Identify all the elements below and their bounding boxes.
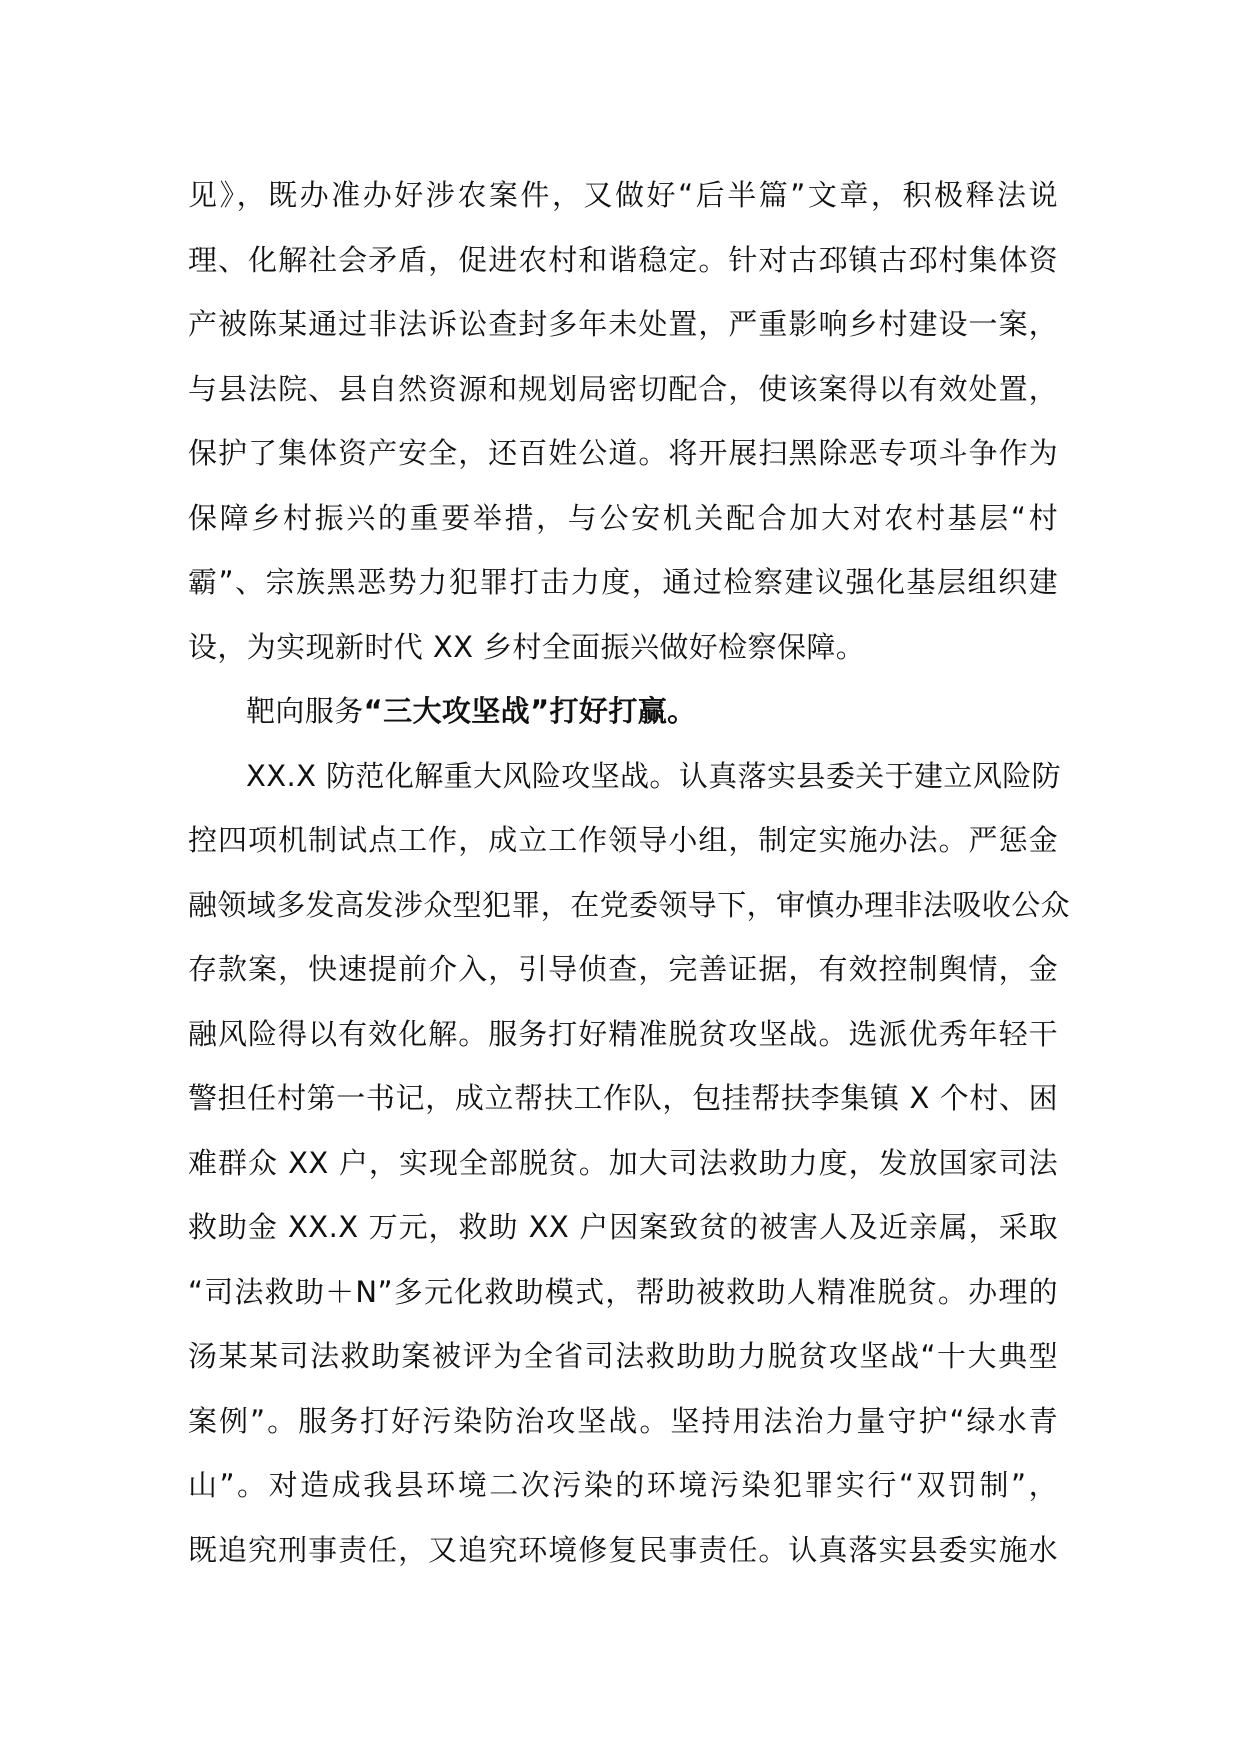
heading-bold-text: “三大攻坚战”打好打赢。 (363, 694, 697, 728)
paragraph-three-battles (188, 744, 1071, 1583)
text-line: 融领域多发高发涉众型犯罪，在党委领导下，审慎办理非法吸收公众 (188, 887, 1071, 922)
text-line: 警担任村第一书记，成立帮扶工作队，包挂帮扶李集镇 X 个村、困 (188, 1081, 1058, 1115)
text-line: 与县法院、县自然资源和规划局密切配合，使该案得以有效处置， (188, 371, 1058, 406)
text-line: 霸”、宗族黑恶势力犯罪打击力度，通过检察建议强化基层组织建 (188, 565, 1058, 599)
text-line: 存款案，快速提前介入，引导侦查，完善证据，有效控制舆情，金 (188, 952, 1058, 986)
text-line: 汤某某司法救助案被评为全省司法救助助力脱贫攻坚战“十大典型 (188, 1339, 1058, 1373)
text-line: XX.X 防范化解重大风险攻坚战。认真落实县委关于建立风险防 (246, 758, 1062, 793)
text-line: 控四项机制试点工作，成立工作领导小组，制定实施办法。严惩金 (188, 823, 1058, 857)
text-line: 产被陈某通过非法诉讼查封多年未处置，严重影响乡村建设一案， (188, 307, 1058, 341)
text-line: 山”。对造成我县环境二次污染的环境污染犯罪实行“双罚制”， (188, 1468, 1058, 1502)
text-line: 案例”。服务打好污染防治攻坚战。坚持用法治力量守护“绿水青 (188, 1403, 1058, 1438)
text-line: 设，为实现新时代 XX 乡村全面振兴做好检察保障。 (188, 629, 866, 664)
text-line: 难群众 XX 户，实现全部脱贫。加大司法救助力度，发放国家司法 (188, 1145, 1058, 1180)
text-line: 见》，既办准办好涉农案件，又做好“后半篇”文章，积极释法说 (188, 178, 1058, 212)
text-line: 理、化解社会矛盾，促进农村和谐稳定。针对古邳镇古邳村集体资 (188, 242, 1058, 277)
heading-prefix: 靶向服务 (246, 694, 364, 728)
text-line: 保障乡村振兴的重要举措，与公安机关配合加大对农村基层“村 (188, 500, 1058, 535)
text-line: 保护了集体资产安全，还百姓公道。将开展扫黑除恶专项斗争作为 (188, 436, 1058, 470)
section-heading (188, 679, 1058, 744)
text-line: “司法救助＋N”多元化救助模式，帮助被救助人精准脱贫。办理的 (188, 1274, 1058, 1309)
text-line: 融风险得以有效化解。服务打好精准脱贫攻坚战。选派优秀年轻干 (188, 1016, 1058, 1051)
paragraph-rural-revitalization (188, 163, 1058, 679)
text-line: 既追究刑事责任，又追究环境修复民事责任。认真落实县委实施水 (188, 1532, 1058, 1567)
text-line: 救助金 XX.X 万元，救助 XX 户因案致贫的被害人及近亲属，采取 (188, 1210, 1058, 1244)
document-body (188, 163, 1071, 1582)
